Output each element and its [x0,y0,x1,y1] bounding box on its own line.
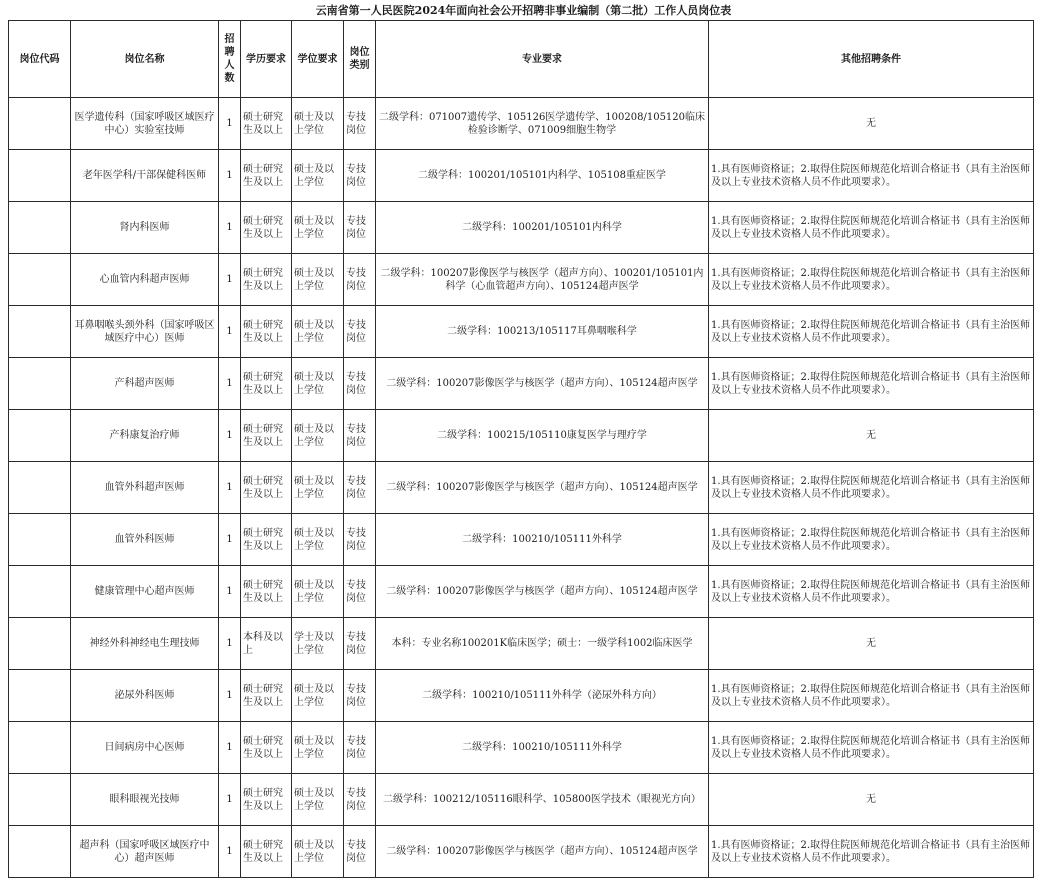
cell-type: 专技岗位 [344,774,376,826]
header-education: 学历要求 [241,21,292,98]
cell-count: 1 [219,670,241,722]
cell-code [9,358,71,410]
cell-major: 二级学科：071007遗传学、105126医学遗传学、100208/105120临床检验诊断学、071009细胞生物学 [376,98,709,150]
cell-degree: 硕士及以上学位 [292,254,344,306]
cell-other-conditions: 1.具有医师资格证；2.取得住院医师规范化培训合格证书（具有主治医师及以上专业技术资格人员不作此项要求）。 [709,358,1034,410]
cell-code [9,566,71,618]
table-row [9,722,1034,774]
cell-education: 硕士研究生及以上 [241,514,292,566]
table-row [9,306,1034,358]
cell-position-name: 神经外科神经电生理技师 [71,618,219,670]
cell-degree: 硕士及以上学位 [292,150,344,202]
cell-other-conditions: 1.具有医师资格证；2.取得住院医师规范化培训合格证书（具有主治医师及以上专业技术资格人员不作此项要求）。 [709,306,1034,358]
table-row [9,826,1034,878]
cell-count: 1 [219,202,241,254]
header-code: 岗位代码 [9,21,71,98]
cell-position-name: 肾内科医师 [71,202,219,254]
cell-type: 专技岗位 [344,566,376,618]
cell-code [9,202,71,254]
cell-position-name: 血管外科超声医师 [71,462,219,514]
table-row [9,514,1034,566]
cell-education: 硕士研究生及以上 [241,98,292,150]
cell-code [9,514,71,566]
table-row [9,670,1034,722]
header-type: 岗位类别 [344,21,376,98]
cell-count: 1 [219,566,241,618]
cell-position-name: 超声科（国家呼吸区域医疗中心）超声医师 [71,826,219,878]
cell-type: 专技岗位 [344,306,376,358]
table-row [9,358,1034,410]
cell-count: 1 [219,618,241,670]
cell-count: 1 [219,722,241,774]
cell-major: 二级学科：100215/105110康复医学与理疗学 [376,410,709,462]
cell-degree: 硕士及以上学位 [292,306,344,358]
cell-other-conditions: 1.具有医师资格证；2.取得住院医师规范化培训合格证书（具有主治医师及以上专业技术资格人员不作此项要求）。 [709,514,1034,566]
cell-count: 1 [219,774,241,826]
cell-type: 专技岗位 [344,202,376,254]
cell-count: 1 [219,254,241,306]
cell-code [9,150,71,202]
table-row [9,618,1034,670]
cell-major: 二级学科：100201/105101内科学 [376,202,709,254]
cell-position-name: 心血管内科超声医师 [71,254,219,306]
cell-other-conditions: 1.具有医师资格证；2.取得住院医师规范化培训合格证书（具有主治医师及以上专业技术资格人员不作此项要求）。 [709,202,1034,254]
cell-type: 专技岗位 [344,670,376,722]
cell-type: 专技岗位 [344,98,376,150]
cell-degree: 硕士及以上学位 [292,202,344,254]
cell-position-name: 血管外科医师 [71,514,219,566]
cell-code [9,774,71,826]
cell-count: 1 [219,410,241,462]
cell-other-conditions: 1.具有医师资格证；2.取得住院医师规范化培训合格证书（具有主治医师及以上专业技术资格人员不作此项要求）。 [709,254,1034,306]
cell-degree: 学士及以上学位 [292,618,344,670]
cell-major: 二级学科：100207影像医学与核医学（超声方向）、105124超声医学 [376,358,709,410]
cell-degree: 硕士及以上学位 [292,774,344,826]
table-row [9,410,1034,462]
cell-count: 1 [219,306,241,358]
cell-education: 硕士研究生及以上 [241,202,292,254]
cell-degree: 硕士及以上学位 [292,566,344,618]
cell-count: 1 [219,462,241,514]
cell-major: 二级学科：100207影像医学与核医学（超声方向）、105124超声医学 [376,826,709,878]
cell-major: 二级学科：100207影像医学与核医学（超声方向）、105124超声医学 [376,566,709,618]
cell-position-name: 眼科眼视光技师 [71,774,219,826]
table-row [9,774,1034,826]
table-row [9,254,1034,306]
cell-education: 硕士研究生及以上 [241,150,292,202]
cell-degree: 硕士及以上学位 [292,826,344,878]
cell-code [9,254,71,306]
cell-other-conditions: 1.具有医师资格证；2.取得住院医师规范化培训合格证书（具有主治医师及以上专业技术资格人员不作此项要求）。 [709,150,1034,202]
table-header-row [9,21,1034,98]
cell-education: 硕士研究生及以上 [241,670,292,722]
cell-type: 专技岗位 [344,462,376,514]
cell-major: 二级学科：100201/105101内科学、105108重症医学 [376,150,709,202]
table-row [9,98,1034,150]
table-row [9,462,1034,514]
cell-count: 1 [219,98,241,150]
cell-major: 二级学科：100210/105111外科学（泌尿外科方向） [376,670,709,722]
table-row [9,566,1034,618]
header-name: 岗位名称 [71,21,219,98]
cell-education: 硕士研究生及以上 [241,566,292,618]
cell-education: 硕士研究生及以上 [241,254,292,306]
cell-count: 1 [219,358,241,410]
cell-position-name: 产科超声医师 [71,358,219,410]
cell-code [9,98,71,150]
cell-major: 二级学科：100210/105111外科学 [376,514,709,566]
positions-table [8,20,1034,878]
header-count: 招聘人数 [219,21,241,98]
cell-position-name: 健康管理中心超声医师 [71,566,219,618]
cell-other-conditions: 1.具有医师资格证；2.取得住院医师规范化培训合格证书（具有主治医师及以上专业技术资格人员不作此项要求）。 [709,826,1034,878]
cell-count: 1 [219,826,241,878]
cell-count: 1 [219,514,241,566]
cell-degree: 硕士及以上学位 [292,514,344,566]
cell-major: 二级学科：100210/105111外科学 [376,722,709,774]
cell-other-conditions: 无 [709,774,1034,826]
table-row [9,202,1034,254]
cell-major: 二级学科：100207影像医学与核医学（超声方向）、105124超声医学 [376,462,709,514]
cell-code [9,306,71,358]
cell-education: 硕士研究生及以上 [241,774,292,826]
cell-position-name: 老年医学科/干部保健科医师 [71,150,219,202]
cell-degree: 硕士及以上学位 [292,670,344,722]
table-row [9,150,1034,202]
header-major: 专业要求 [376,21,709,98]
cell-other-conditions: 1.具有医师资格证；2.取得住院医师规范化培训合格证书（具有主治医师及以上专业技术资格人员不作此项要求）。 [709,722,1034,774]
cell-type: 专技岗位 [344,618,376,670]
cell-position-name: 耳鼻咽喉头颈外科（国家呼吸区域医疗中心）医师 [71,306,219,358]
cell-type: 专技岗位 [344,826,376,878]
cell-education: 硕士研究生及以上 [241,306,292,358]
cell-type: 专技岗位 [344,410,376,462]
cell-code [9,618,71,670]
cell-code [9,462,71,514]
header-degree: 学位要求 [292,21,344,98]
cell-degree: 硕士及以上学位 [292,462,344,514]
cell-code [9,826,71,878]
cell-major: 二级学科：100213/105117耳鼻咽喉科学 [376,306,709,358]
cell-degree: 硕士及以上学位 [292,410,344,462]
cell-education: 硕士研究生及以上 [241,826,292,878]
cell-education: 硕士研究生及以上 [241,358,292,410]
cell-other-conditions: 无 [709,618,1034,670]
page-title: 云南省第一人民医院2024年面向社会公开招聘非事业编制（第二批）工作人员岗位表 [315,4,732,17]
cell-position-name: 日间病房中心医师 [71,722,219,774]
cell-type: 专技岗位 [344,514,376,566]
cell-code [9,722,71,774]
cell-code [9,670,71,722]
header-other: 其他招聘条件 [709,21,1034,98]
cell-degree: 硕士及以上学位 [292,358,344,410]
cell-major: 本科：专业名称100201K临床医学；硕士：一级学科1002临床医学 [376,618,709,670]
cell-type: 专技岗位 [344,150,376,202]
cell-other-conditions: 1.具有医师资格证；2.取得住院医师规范化培训合格证书（具有主治医师及以上专业技术资格人员不作此项要求）。 [709,462,1034,514]
cell-degree: 硕士及以上学位 [292,98,344,150]
cell-education: 硕士研究生及以上 [241,722,292,774]
cell-type: 专技岗位 [344,722,376,774]
cell-type: 专技岗位 [344,254,376,306]
cell-count: 1 [219,150,241,202]
cell-other-conditions: 无 [709,410,1034,462]
cell-major: 二级学科：100207影像医学与核医学（超声方向）、100201/105101内科学（心血管超声方向）、105124超声医学 [376,254,709,306]
cell-other-conditions: 无 [709,98,1034,150]
cell-education: 本科及以上 [241,618,292,670]
cell-other-conditions: 1.具有医师资格证；2.取得住院医师规范化培训合格证书（具有主治医师及以上专业技术资格人员不作此项要求）。 [709,566,1034,618]
cell-education: 硕士研究生及以上 [241,462,292,514]
cell-position-name: 产科康复治疗师 [71,410,219,462]
cell-education: 硕士研究生及以上 [241,410,292,462]
cell-major: 二级学科：100212/105116眼科学、105800医学技术（眼视光方向） [376,774,709,826]
cell-type: 专技岗位 [344,358,376,410]
cell-position-name: 泌尿外科医师 [71,670,219,722]
cell-code [9,410,71,462]
cell-position-name: 医学遗传科（国家呼吸区域医疗中心）实验室技师 [71,98,219,150]
table-body [9,98,1034,878]
cell-other-conditions: 1.具有医师资格证；2.取得住院医师规范化培训合格证书（具有主治医师及以上专业技术资格人员不作此项要求）。 [709,670,1034,722]
cell-degree: 硕士及以上学位 [292,722,344,774]
